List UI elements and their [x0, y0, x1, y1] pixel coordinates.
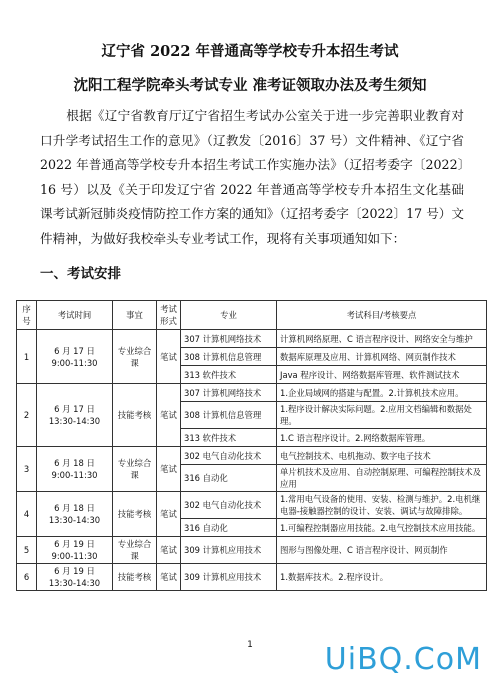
cell-major: 307 计算机网络技术	[181, 330, 277, 348]
cell-major: 316 自动化	[181, 465, 277, 492]
cell-hours: 9:00-11:30	[51, 470, 98, 480]
cell-major: 302 电气自动化技术	[181, 492, 277, 519]
cell-subjects: 电气控制技术、电机拖动、数字电子技术	[277, 447, 487, 465]
cell-form: 笔试	[157, 564, 181, 591]
cell-major: 307 计算机网络技术	[181, 384, 277, 402]
cell-subjects: Java 程序设计、网络数据库管理、软件测试技术	[277, 366, 487, 384]
cell-no: 3	[17, 447, 37, 492]
cell-no: 2	[17, 384, 37, 447]
header-major: 专业	[181, 301, 277, 330]
cell-form: 笔试	[157, 492, 181, 537]
cell-time	[37, 537, 113, 564]
cell-subjects: 1.常用电气设备的使用、安装、检测与维护。2.电机继电器-接触器控制的设计、安装、调试与故障排除。	[277, 492, 487, 519]
cell-subjects: 数据库原理及应用、计算机网络、网页制作技术	[277, 348, 487, 366]
cell-date: 6 月 17 日	[54, 404, 95, 414]
header-form: 考试形式	[157, 301, 181, 330]
cell-item: 专业综合课	[113, 330, 157, 384]
table-row	[17, 492, 487, 519]
header-no: 序号	[17, 301, 37, 330]
cell-date: 6 月 18 日	[54, 503, 95, 513]
intro-paragraph	[40, 104, 464, 252]
cell-form: 笔试	[157, 330, 181, 384]
header-subjects: 考试科目/考核要点	[277, 301, 487, 330]
cell-major: 309 计算机应用技术	[181, 564, 277, 591]
cell-major: 313 软件技术	[181, 429, 277, 447]
exam-schedule-table	[16, 300, 487, 591]
cell-subjects: 1.数据库技术。2.程序设计。	[277, 564, 487, 591]
cell-hours: 13:30-14:30	[48, 416, 101, 426]
document-title: 辽宁省 2022 年普通高等学校专升本招生考试	[101, 43, 399, 60]
cell-no: 6	[17, 564, 37, 591]
cell-major: 309 计算机应用技术	[181, 537, 277, 564]
cell-subjects: 1.可编程控制器应用技能。2.电气控制技术应用技能。	[277, 519, 487, 537]
cell-hours: 13:30-14:30	[48, 515, 101, 525]
cell-item: 技能考核	[113, 564, 157, 591]
cell-time	[37, 492, 113, 537]
header-item: 事宜	[113, 301, 157, 330]
cell-form: 笔试	[157, 384, 181, 447]
cell-major: 308 计算机信息管理	[181, 348, 277, 366]
cell-hours: 9:00-11:30	[51, 551, 98, 561]
cell-hours: 13:30-14:30	[48, 578, 101, 588]
cell-time	[37, 447, 113, 492]
cell-major: 316 自动化	[181, 519, 277, 537]
table-row	[17, 537, 487, 564]
cell-hours: 9:00-11:30	[51, 357, 98, 368]
cell-form: 笔试	[157, 537, 181, 564]
cell-item: 专业综合课	[113, 537, 157, 564]
cell-major: 313 软件技术	[181, 366, 277, 384]
cell-subjects: 1.程序设计解决实际问题。2.应用文档编辑和数据处理。	[277, 402, 487, 429]
cell-no: 5	[17, 537, 37, 564]
section-heading-exam-schedule: 一、考试安排	[40, 266, 121, 282]
header-time: 考试时间	[37, 301, 113, 330]
cell-item: 技能考核	[113, 384, 157, 447]
cell-major: 308 计算机信息管理	[181, 402, 277, 429]
cell-date: 6 月 19 日	[54, 539, 95, 549]
cell-date: 6 月 18 日	[54, 458, 95, 468]
table-row	[17, 564, 487, 591]
cell-time	[37, 384, 113, 447]
cell-subjects: 图形与图像处理、C 语言程序设计、网页制作	[277, 537, 487, 564]
table-row	[17, 447, 487, 465]
table-header-row	[17, 301, 487, 330]
site-watermark: UiBQ.CoM	[324, 642, 482, 677]
cell-major: 302 电气自动化技术	[181, 447, 277, 465]
cell-subjects: 1.企业局域网的搭建与配置。2.计算机技术应用。	[277, 384, 487, 402]
table-row	[17, 384, 487, 402]
cell-subjects: 单片机技术及应用、自动控制原理、可编程控制技术及应用	[277, 465, 487, 492]
cell-item: 专业综合课	[113, 447, 157, 492]
cell-form: 笔试	[157, 447, 181, 492]
cell-date: 6 月 19 日	[54, 566, 95, 576]
cell-no: 4	[17, 492, 37, 537]
cell-time	[37, 564, 113, 591]
intro-text: 根据《辽宁省教育厅辽宁省招生考试办公室关于进一步完善职业教育对口升学考试招生工作的意见》（辽教发〔2016〕37 号）文件精神、《辽宁省 2022 年普通高等学校专升本招生考试工作实施办法》（辽招考委字〔2022〕16 号）以及《关于印发辽宁省 2022 年普通高等学校专升本招生文化基础课考试新冠肺炎疫情防控工作方案的通知》（辽招考委字〔2022〕17 号）文件精神，为做好我校牵头专业考试工作，现将有关事项通知如下：	[40, 108, 464, 246]
document-subtitle: 沈阳工程学院牵头考试专业 准考证领取办法及考生须知	[73, 77, 427, 94]
cell-time	[37, 330, 113, 384]
table-row	[17, 330, 487, 348]
cell-date: 6 月 17 日	[54, 345, 95, 356]
cell-no: 1	[17, 330, 37, 384]
cell-subjects: 计算机网络原理、C 语言程序设计、网络安全与维护	[277, 330, 487, 348]
cell-subjects: 1.C 语言程序设计。2.网络数据库管理。	[277, 429, 487, 447]
page-number: 1	[247, 640, 253, 650]
cell-item: 技能考核	[113, 492, 157, 537]
